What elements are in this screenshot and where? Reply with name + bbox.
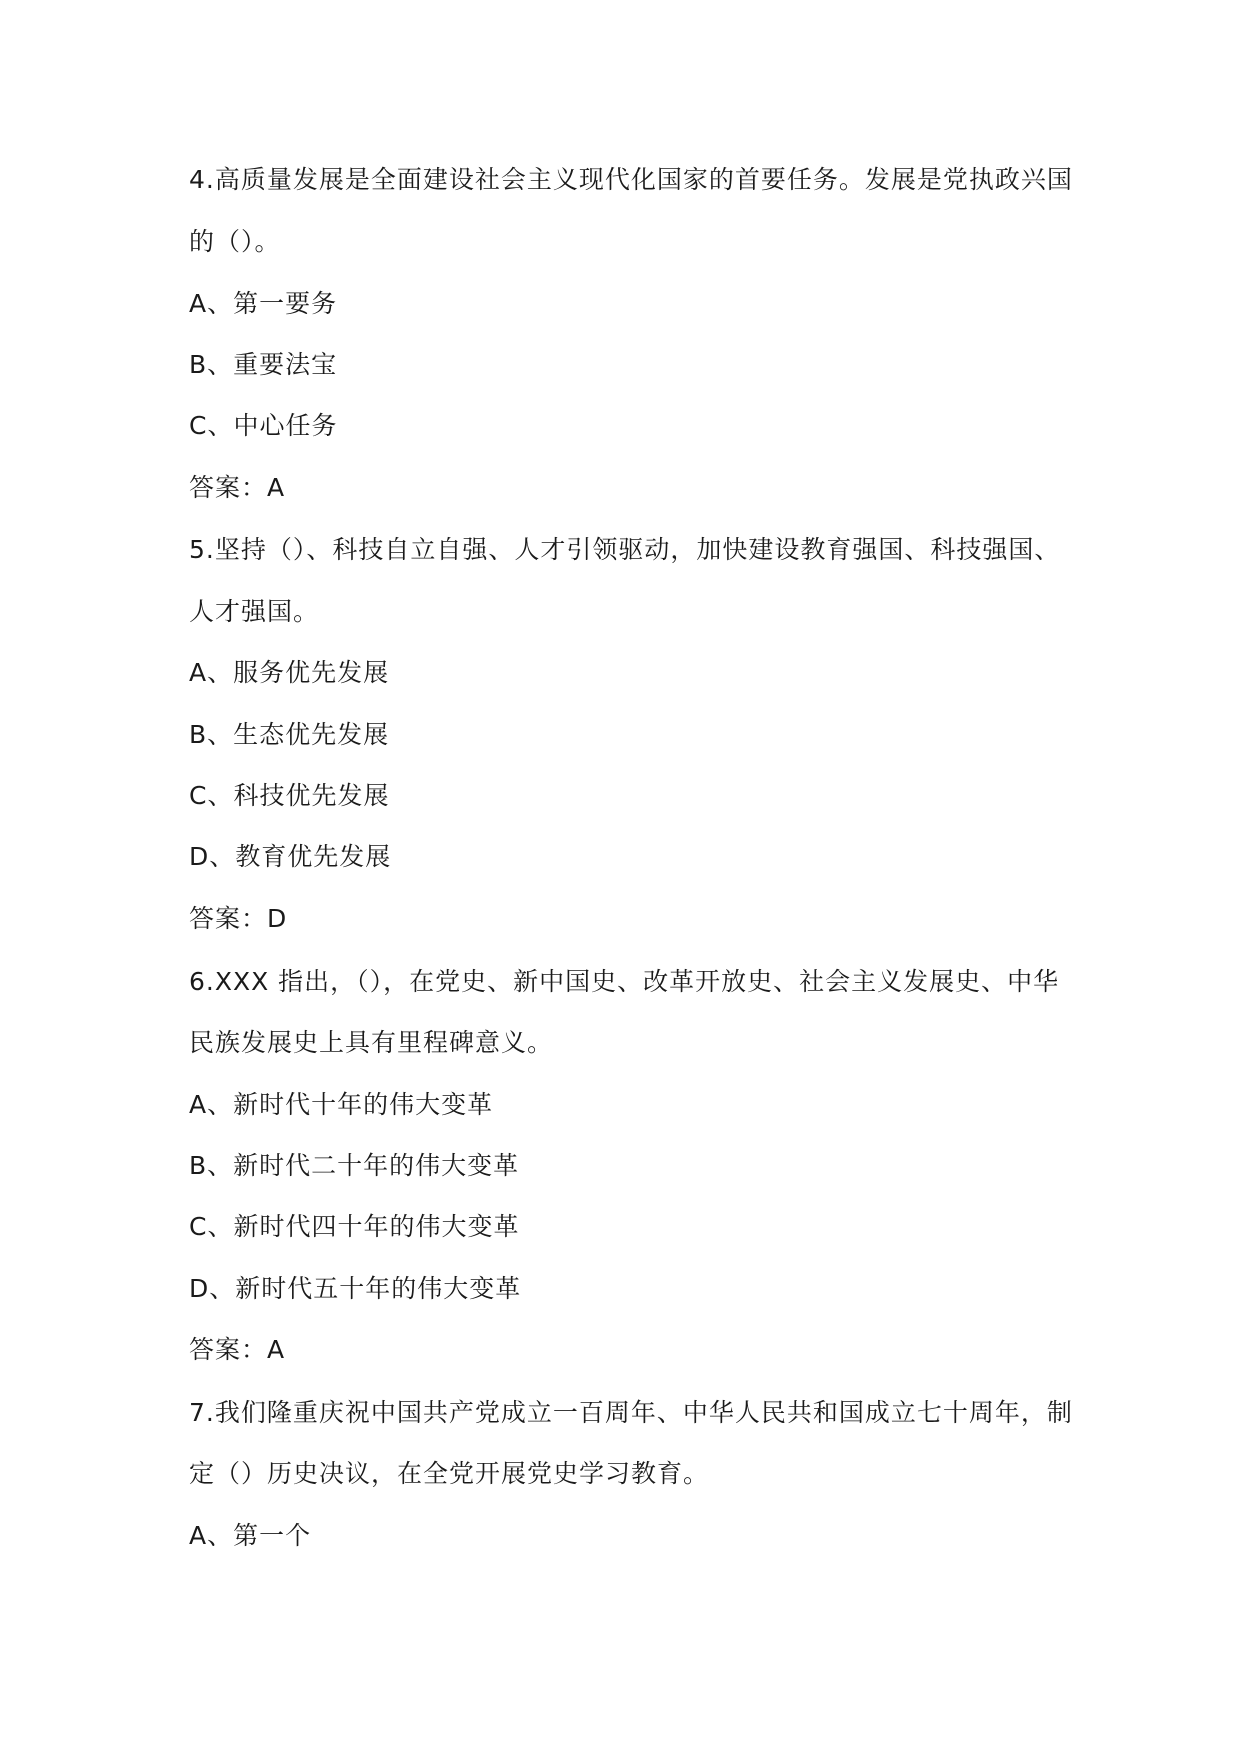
question-5-stem-line-1: 5.坚持（）、科技自立自强、人才引领驱动，加快建设教育强国、科技强国、	[189, 535, 1061, 564]
question-6-option-d: D、新时代五十年的伟大变革	[189, 1274, 522, 1303]
question-5-option-a: A、服务优先发展	[189, 658, 390, 687]
question-6-option-c: C、新时代四十年的伟大变革	[189, 1212, 520, 1241]
question-5-answer: 答案：D	[189, 904, 288, 933]
question-6-stem-line-2: 民族发展史上具有里程碑意义。	[189, 1028, 554, 1057]
question-6-option-a: A、新时代十年的伟大变革	[189, 1090, 494, 1119]
question-5-option-c: C、科技优先发展	[189, 781, 390, 810]
question-5-stem-line-2: 人才强国。	[189, 597, 320, 626]
question-7-option-a: A、第一个	[189, 1521, 312, 1550]
question-4-stem-line-2: 的（）。	[189, 227, 281, 256]
question-6-stem-line-1: 6.XXX 指出，（），在党史、新中国史、改革开放史、社会主义发展史、中华	[189, 967, 1060, 996]
question-7-stem-line-2: 定（）历史决议，在全党开展党史学习教育。	[189, 1459, 710, 1488]
question-6-option-b: B、新时代二十年的伟大变革	[189, 1151, 520, 1180]
question-4-option-c: C、中心任务	[189, 411, 338, 440]
question-5-option-d: D、教育优先发展	[189, 842, 392, 871]
question-4-stem-line-1: 4.高质量发展是全面建设社会主义现代化国家的首要任务。发展是党执政兴国	[189, 165, 1073, 194]
question-4-answer: 答案：A	[189, 473, 286, 502]
question-6-answer: 答案：A	[189, 1335, 286, 1364]
question-4-option-b: B、重要法宝	[189, 350, 338, 379]
question-5-option-b: B、生态优先发展	[189, 720, 390, 749]
question-7-stem-line-1: 7.我们隆重庆祝中国共产党成立一百周年、中华人民共和国成立七十周年，制	[189, 1398, 1073, 1427]
question-4-option-a: A、第一要务	[189, 289, 338, 318]
